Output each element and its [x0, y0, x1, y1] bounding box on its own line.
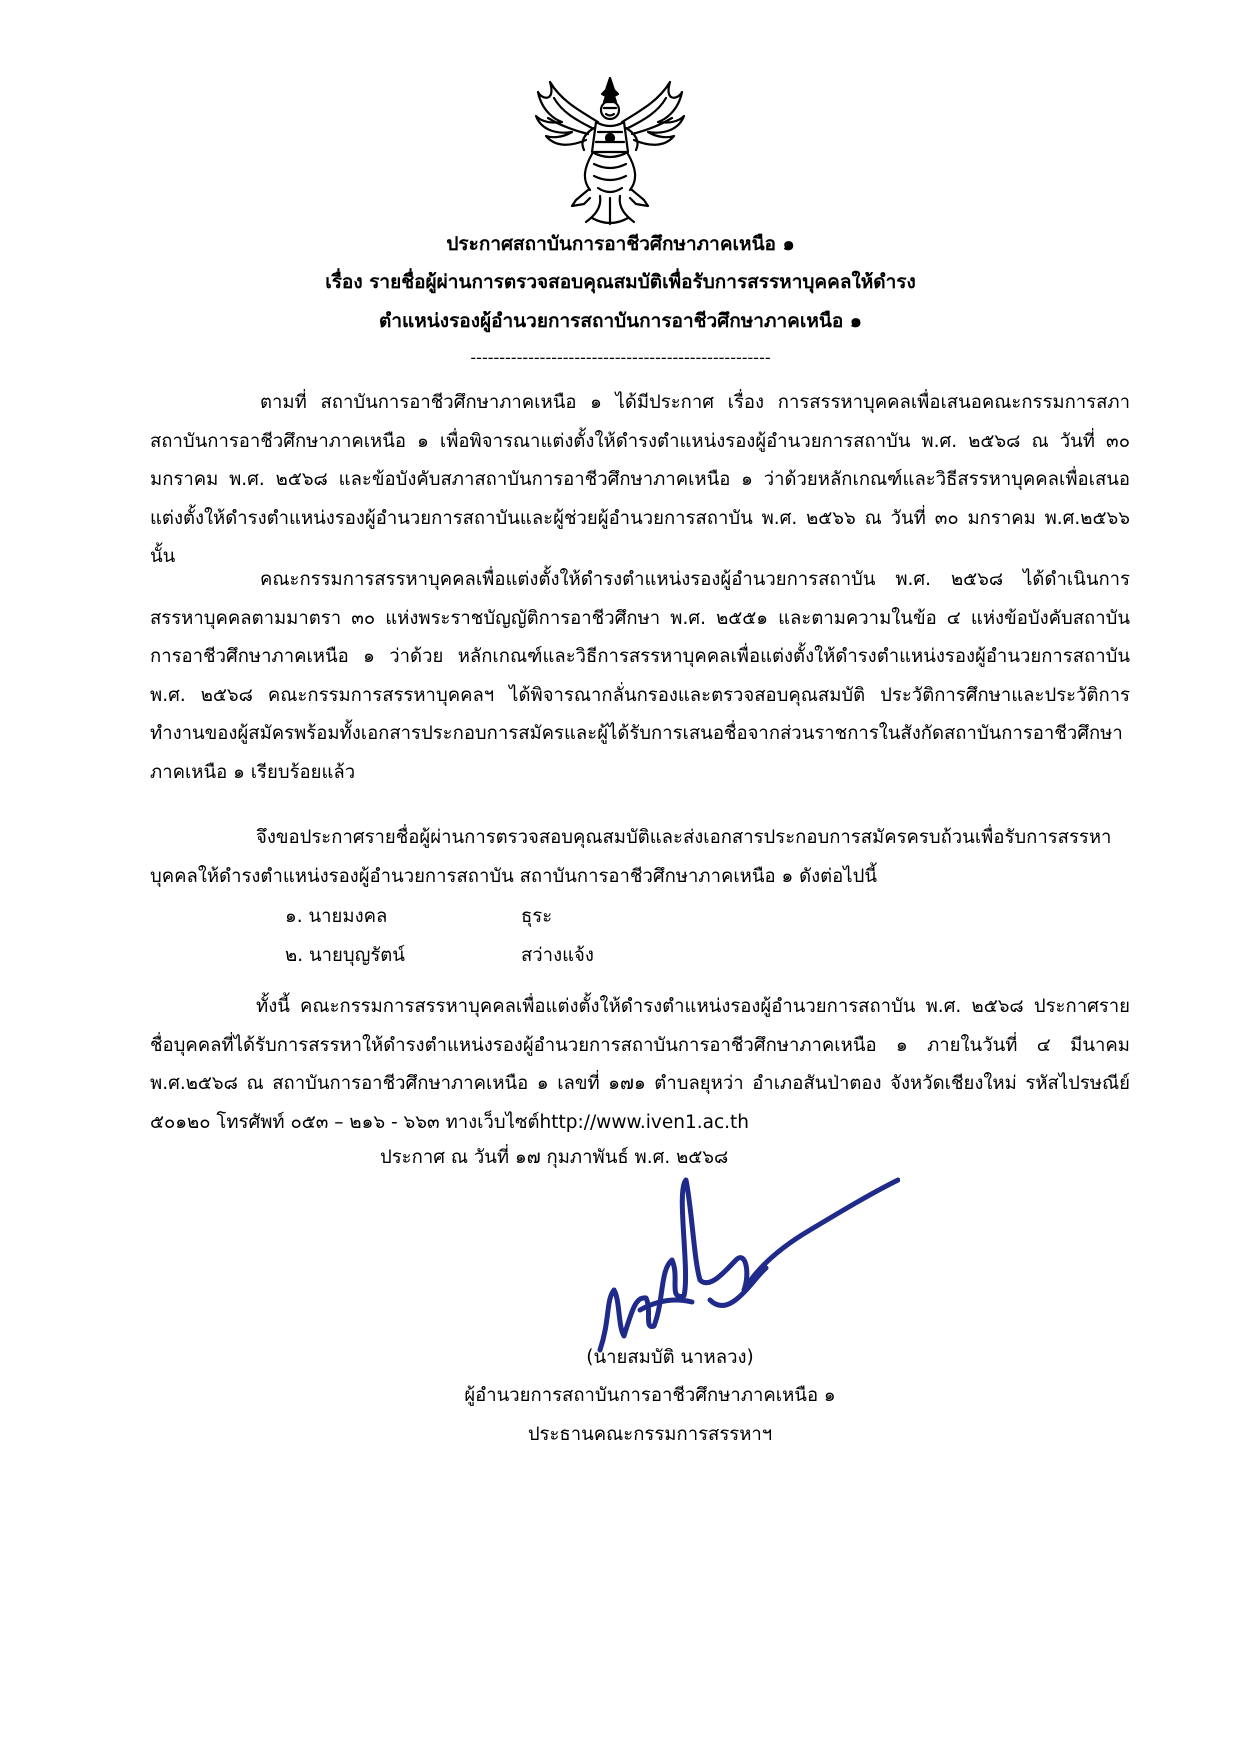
body-paragraph-4: ทั้งนี้ คณะกรรมการสรรหาบุคคลเพื่อแต่งตั้งให้ดำรงตำแหน่งรองผู้อำนวยการสถาบัน พ.ศ. ๒๕๖๘ ประกาศรายชื่อบุคคลที่ได้รับการสรรหาให้ดำรงตำแหน่งรองผู้อำนวยการสถาบันการอาชีวศึกษาภาคเหนือ ๑ ภายในวันที่ ๔ มีนาคม พ.ศ.๒๕๖๘ ณ สถาบันการอาชีวศึกษาภาคเหนือ ๑ เลขที่ ๑๗๑ ตำบลยุหว่า อำเภอสันป่าตอง จังหวัดเชียงใหม่ รหัสไปรษณีย์ ๕๐๑๒๐ โทรศัพท์ ๐๕๓ – ๒๑๖ - ๖๖๓ ทางเว็บไซต์http://www.iven1.ac.th: [150, 996, 1130, 1133]
candidate-1-first-name: ๑. นายมงคล: [285, 906, 388, 927]
announcement-title: ประกาศสถาบันการอาชีวศึกษาภาคเหนือ ๑: [446, 233, 795, 255]
candidate-2-first-name: ๒. นายบุญรัตน์: [285, 945, 405, 966]
header-divider: ----------------------------------------------------: [470, 348, 771, 367]
announcement-subject-line2: ตำแหน่งรองผู้อำนวยการสถาบันการอาชีวศึกษาภาคเหนือ ๑: [379, 310, 862, 332]
body-paragraph-2: คณะกรรมการสรรหาบุคคลเพื่อแต่งตั้งให้ดำรงตำแหน่งรองผู้อำนวยการสถาบัน พ.ศ. ๒๕๖๘ ได้ดำเนินการสรรหาบุคคลตามมาตรา ๓๐ แห่งพระราชบัญญัติการอาชีวศึกษา พ.ศ. ๒๕๕๑ และตามความในข้อ ๔ แห่งข้อบังคับสถาบันการอาชีวศึกษาภาคเหนือ ๑ ว่าด้วย หลักเกณฑ์และวิธีการสรรหาบุคคลเพื่อแต่งตั้งให้ดำรงตำแหน่งรองผู้อำนวยการสถาบัน พ.ศ. ๒๕๖๘ คณะกรรมการสรรหาบุคคลฯ ได้พิจารณากลั่นกรองและตรวจสอบคุณสมบัติ ประวัติการศึกษาและประวัติการทำงานของผู้สมัครพร้อมทั้งเอกสารประกอบการสมัครและผู้ได้รับการเสนอชื่อจากส่วนราชการในสังกัดสถาบันการอาชีวศึกษาภาคเหนือ ๑ เรียบร้อยแล้ว: [150, 569, 1130, 783]
announcement-subject-line1: เรื่อง รายชื่อผู้ผ่านการตรวจสอบคุณสมบัติเพื่อรับการสรรหาบุคคลให้ดำรง: [325, 271, 916, 293]
candidate-1-last-name: ธุระ: [521, 906, 553, 927]
body-paragraph-3: จึงขอประกาศรายชื่อผู้ผ่านการตรวจสอบคุณสมบัติและส่งเอกสารประกอบการสมัครครบถ้วนเพื่อรับการสรรหาบุคคลให้ดำรงตำแหน่งรองผู้อำนวยการสถาบัน สถาบันการอาชีวศึกษาภาคเหนือ ๑ ดังต่อไปนี้: [150, 827, 1112, 887]
announcement-date: ประกาศ ณ วันที่ ๑๗ กุมภาพันธ์ พ.ศ. ๒๕๖๘: [380, 1147, 729, 1168]
signer-name: (นายสมบัติ นาหลวง): [586, 1347, 754, 1368]
signer-role: ประธานคณะกรรมการสรรหาฯ: [527, 1424, 773, 1445]
handwritten-signature: [580, 1150, 900, 1360]
body-paragraph-1: ตามที่ สถาบันการอาชีวศึกษาภาคเหนือ ๑ ได้มีประกาศ เรื่อง การสรรหาบุคคลเพื่อเสนอคณะกรรมการสภาสถาบันการอาชีวศึกษาภาคเหนือ ๑ เพื่อพิจารณาแต่งตั้งให้ดำรงตำแหน่งรองผู้อำนวยการสถาบัน พ.ศ. ๒๕๖๘ ณ วันที่ ๓๐ มกราคม พ.ศ. ๒๕๖๘ และข้อบังคับสภาสถาบันการอาชีวศึกษาภาคเหนือ ๑ ว่าด้วยหลักเกณฑ์และวิธีสรรหาบุคคลเพื่อเสนอแต่งตั้งให้ดำรงตำแหน่งรองผู้อำนวยการสถาบันและผู้ช่วยผู้อำนวยการสถาบัน พ.ศ. ๒๕๖๖ ณ วันที่ ๓๐ มกราคม พ.ศ.๒๕๖๖ นั้น: [150, 392, 1130, 567]
garuda-seal-icon: [532, 72, 688, 232]
candidate-2-last-name: สว่างแจ้ง: [521, 945, 594, 966]
signer-position: ผู้อำนวยการสถาบันการอาชีวศึกษาภาคเหนือ ๑: [464, 1385, 836, 1406]
